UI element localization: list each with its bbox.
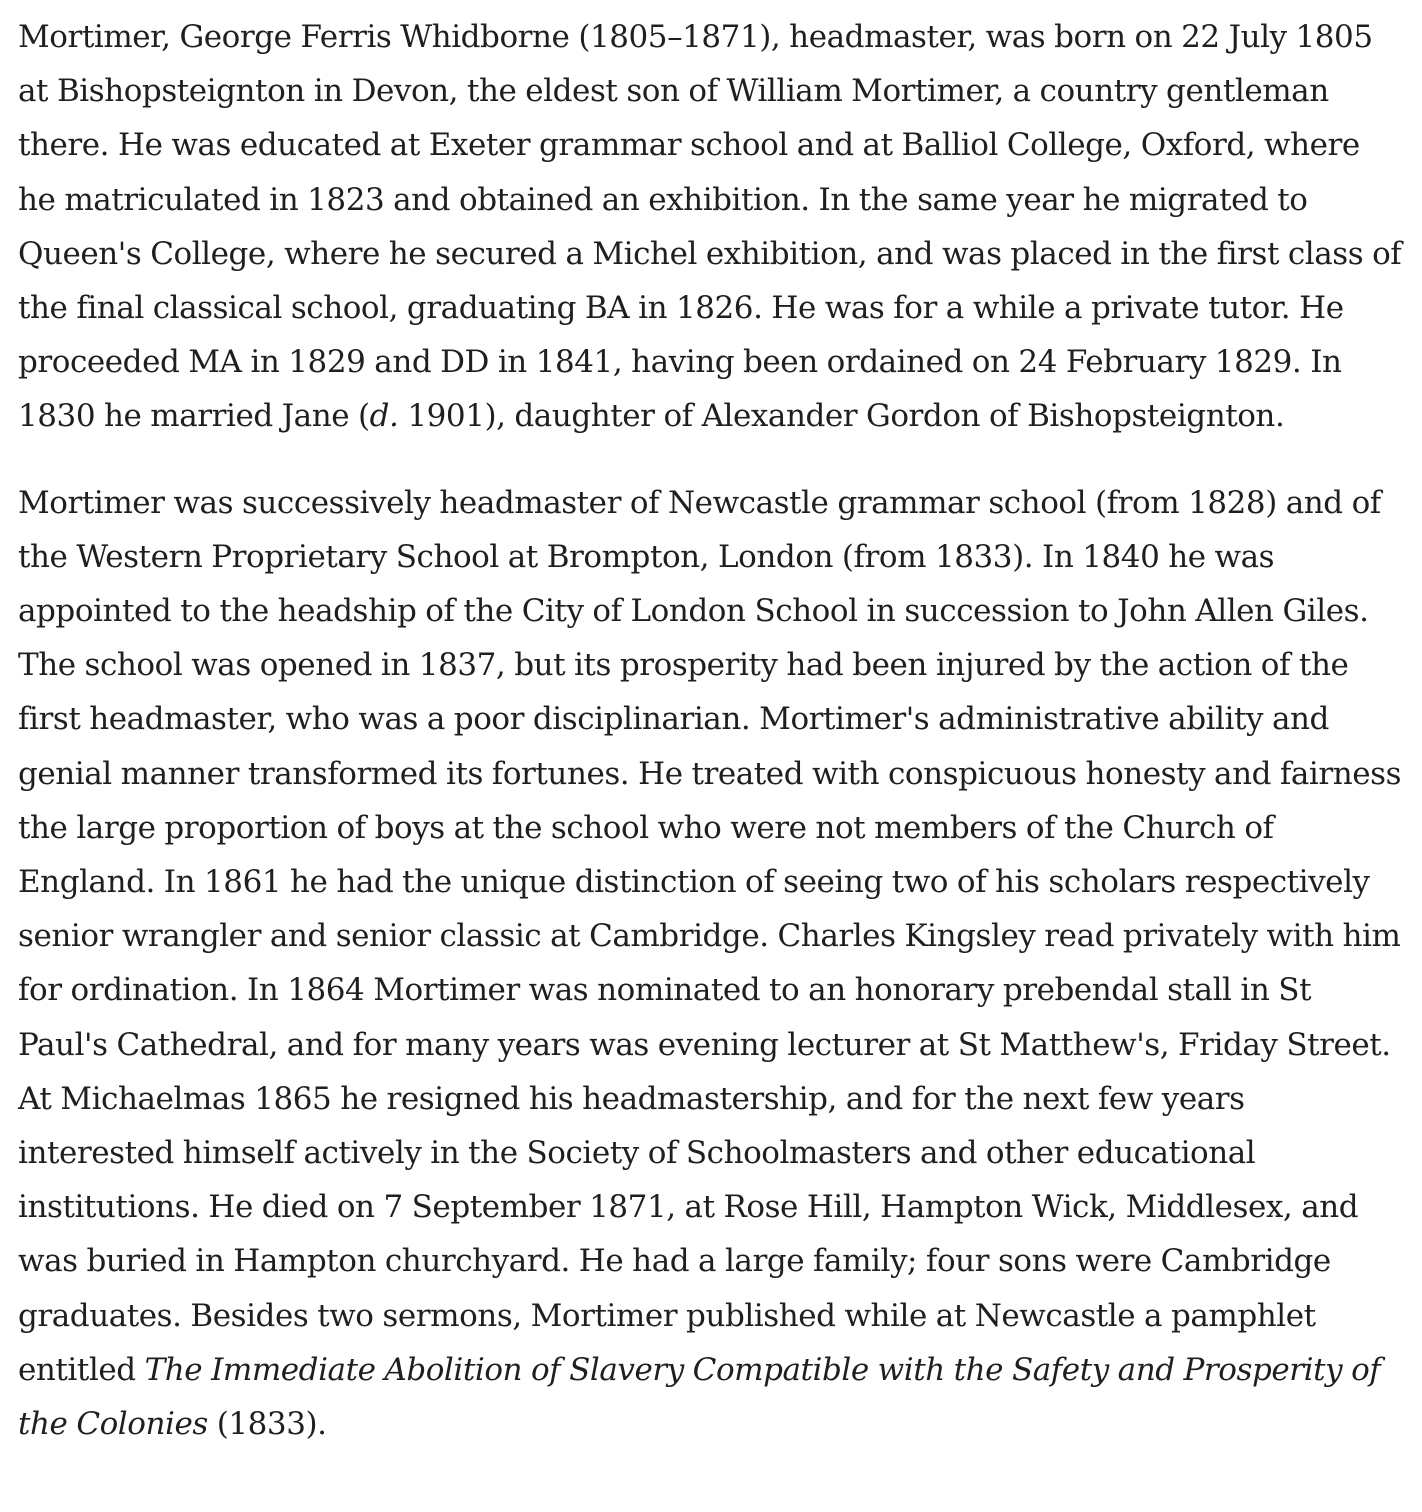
paragraph-early-life — [18, 10, 1406, 444]
pamphlet-title: The Immediate Abolition of Slavery Compatible with the Safety and Prosperity of the Colonies — [18, 1351, 1381, 1443]
paragraph-career — [18, 476, 1406, 1452]
paragraph-early-life-text-end: 1901), daughter of Alexander Gordon of Bishopsteignton. — [398, 398, 1285, 435]
paragraph-career-text: Mortimer was successively headmaster of Newcastle grammar school (from 1828) and of the Western Proprietary School at Brompton, London (from 1833). In 1840 he was appointed to the headship of the City of London School in succession to John Allen Giles. The school was opened in 1837, but its prosperity had been injured by the action of the first headmaster, who was a poor disciplinarian. Mortimer's administrative ability and genial manner transformed its fortunes. He treated with conspicuous honesty and fairness the large proportion of boys at the school who were not members of the Church of England. In 1861 he had the unique distinction of seeing two of his scholars respectively senior wrangler and senior classic at Cambridge. Charles Kingsley read privately with him for ordination. In 1864 Mortimer was nominated to an honorary prebendal stall in St Paul's Cathedral, and for many years was evening lecturer at St Matthew's, Friday Street. At Michaelmas 1865 he resigned his headmastership, and for the next few years interested himself actively in the Society of Schoolmasters and other educational institutions. He died on 7 September 1871, at Rose Hill, Hampton Wick, Middlesex, and was buried in Hampton churchyard. He had a large family; four sons were Cambridge graduates. Besides two sermons, Mortimer published while at Newcastle a pamphlet entitled — [18, 484, 1402, 1388]
died-abbreviation: d. — [369, 398, 399, 435]
paragraph-early-life-text: Mortimer, George Ferris Whidborne (1805–1871), headmaster, was born on 22 July 1805 at Bishopsteignton in Devon, the eldest son of William Mortimer, a country gentleman there. He was educated at Exeter grammar school and at Balliol College, Oxford, where he matriculated in 1823 and obtained an exhibition. In the same year he migrated to Queen's College, where he secured a Michel exhibition, and was placed in the first class of the final classical school, graduating BA in 1826. He was for a while a private tutor. He proceeded MA in 1829 and DD in 1841, having been ordained on 24 February 1829. In 1830 he married Jane ( — [18, 19, 1402, 435]
paragraph-career-text-end: (1833). — [207, 1406, 327, 1443]
